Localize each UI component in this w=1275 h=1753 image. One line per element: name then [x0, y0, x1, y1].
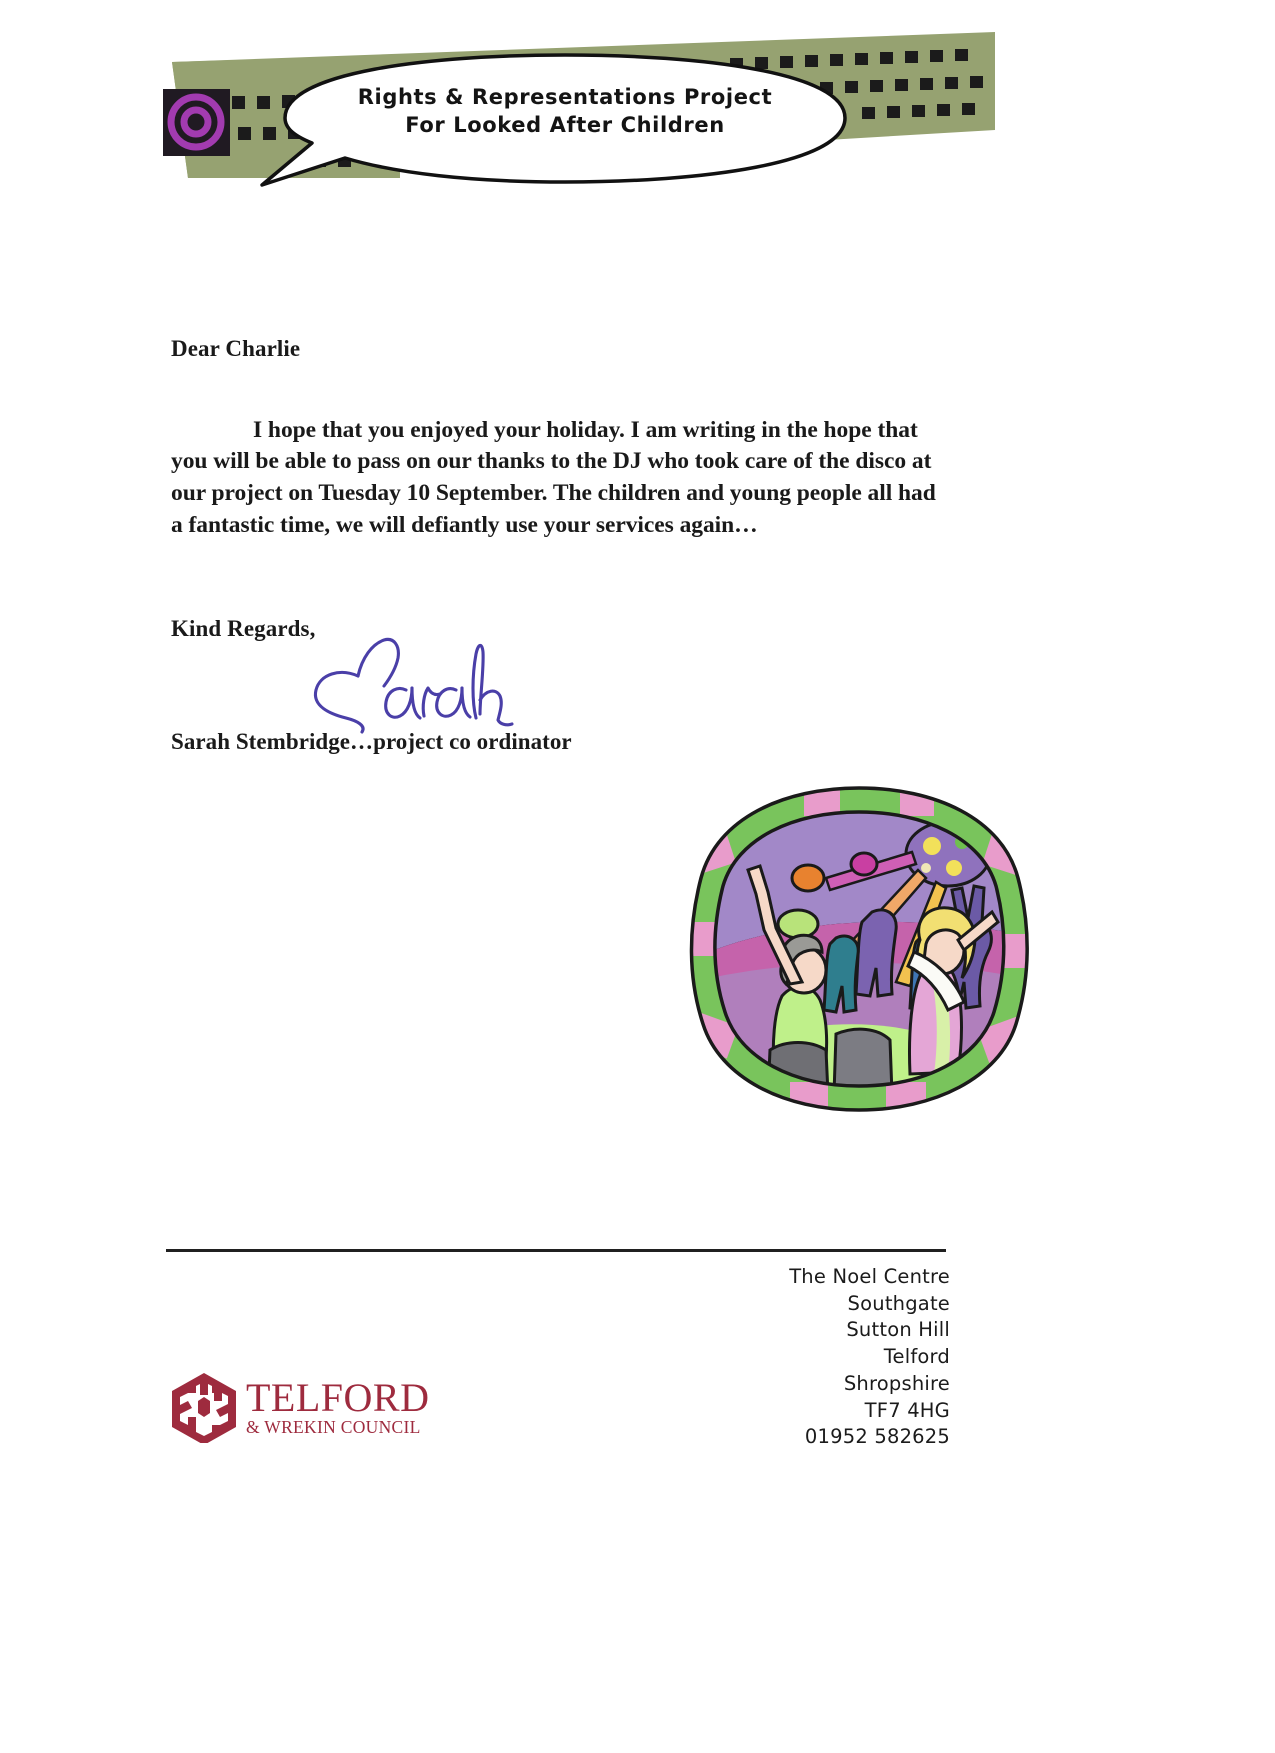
- address-line-3: Sutton Hill: [846, 1318, 950, 1342]
- disco-scene-artwork: [686, 782, 1032, 1117]
- closing-line: Kind Regards,: [171, 616, 316, 641]
- address-postcode: TF7 4HG: [864, 1398, 950, 1422]
- address-line-1: The Noel Centre: [789, 1265, 950, 1288]
- letter-paragraph-text: I hope that you enjoyed your holiday. I am writing in the hope that you will be able to pass on our thanks to the DJ who took care of the disco at our project on Tuesday 10 September. The children and young people all had a fantastic time, we will defiantly use your services again…: [171, 416, 936, 539]
- letterhead-title-line-1: Rights & Representations Project: [357, 85, 773, 109]
- address-line-4: Telford: [883, 1345, 950, 1369]
- council-subtitle: & WREKIN COUNCIL: [246, 1416, 421, 1437]
- signer-name: Sarah Stembridge…project co ordinator: [171, 729, 572, 754]
- footer-address: [789, 1264, 950, 1451]
- letterhead-title-line-2: For Looked After Children: [405, 112, 725, 137]
- letterhead-banner: [0, 0, 1275, 215]
- council-name: TELFORD: [246, 1374, 430, 1420]
- address-line-5: Shropshire: [843, 1371, 950, 1395]
- council-wordmark: [246, 1374, 430, 1437]
- dancer-purple: [856, 910, 896, 996]
- telford-wrekin-council-logo: [168, 1367, 428, 1447]
- letter-body: [171, 335, 941, 542]
- salutation: Dear Charlie: [171, 336, 301, 361]
- letter-paragraph: [171, 415, 941, 542]
- signature: [300, 628, 530, 738]
- disco-illustration: [686, 782, 1032, 1117]
- address-line-2: Southgate: [847, 1291, 950, 1315]
- footer-divider: [166, 1249, 946, 1252]
- council-snowflake-icon: [168, 1371, 240, 1443]
- address-phone: 01952 582625: [804, 1425, 950, 1449]
- signature-strokes: [300, 628, 530, 738]
- letterhead-title: [300, 84, 830, 139]
